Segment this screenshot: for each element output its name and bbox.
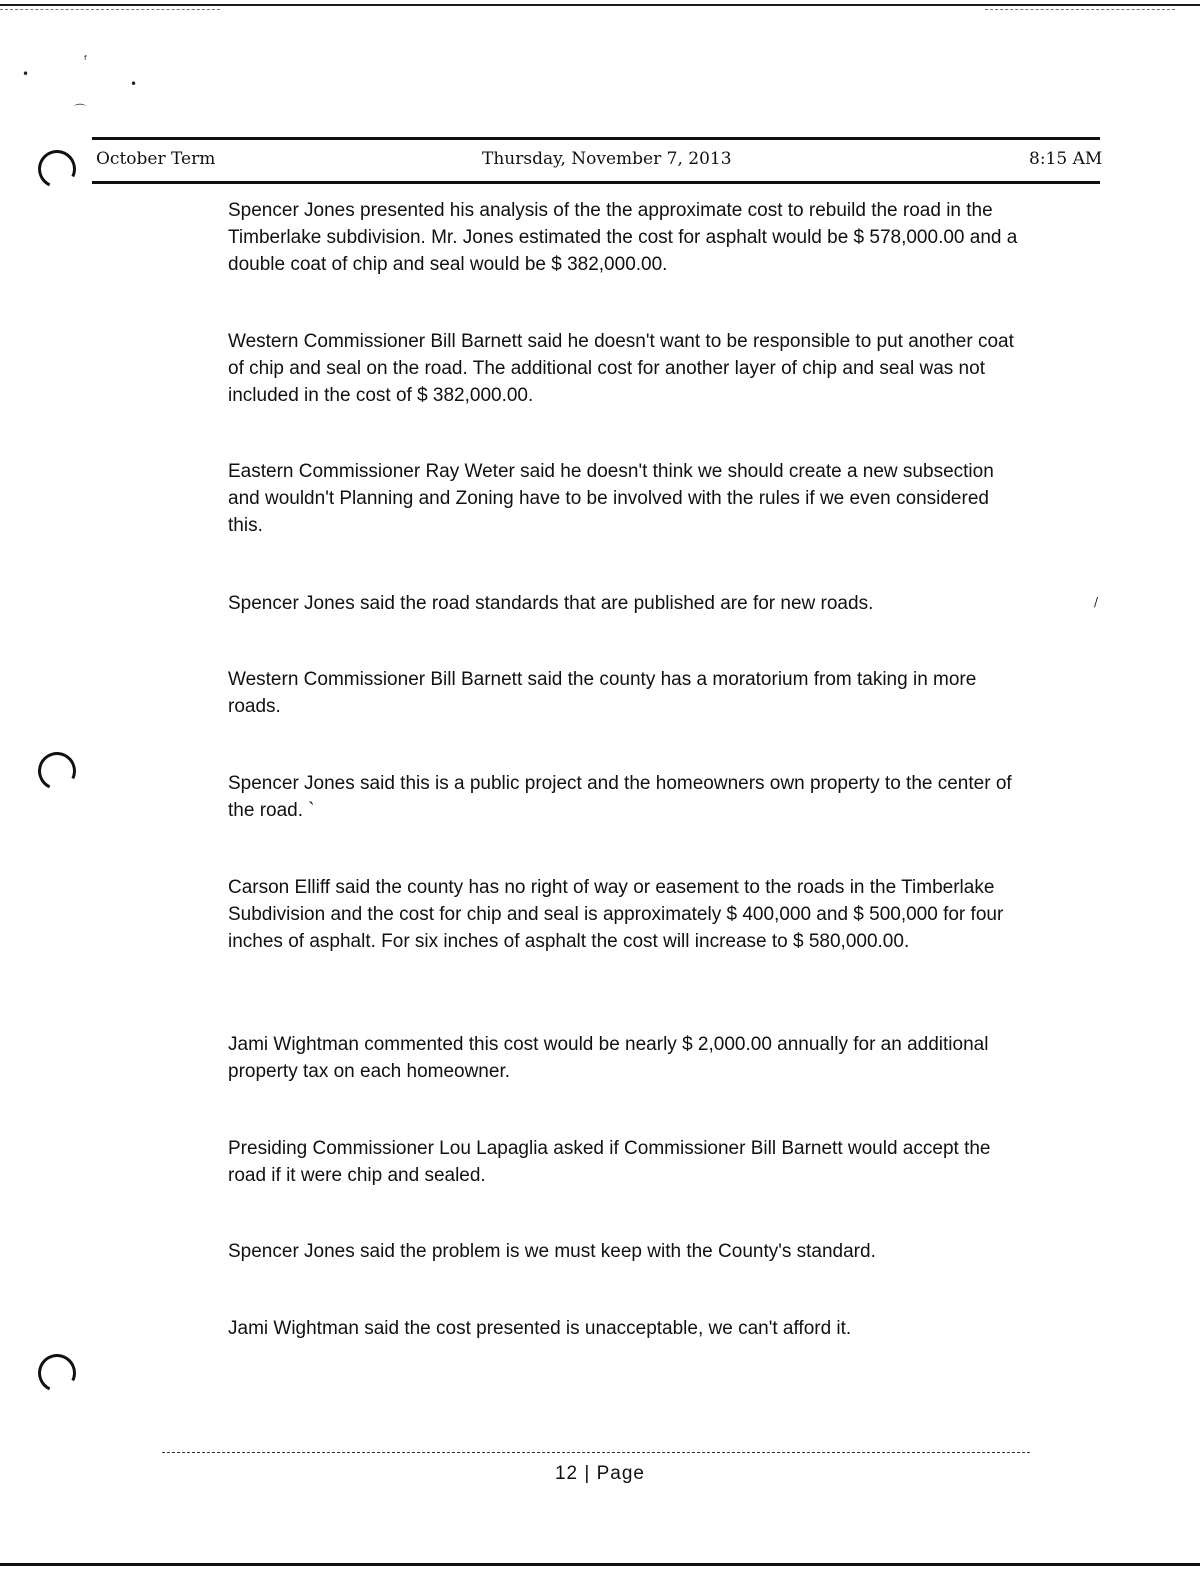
scan-speck: / [1094,595,1099,609]
scan-speck: • [22,67,30,81]
punch-hole-icon [33,747,82,796]
punch-hole-icon [33,145,82,194]
scan-edge-line-bottom [0,1563,1200,1566]
minutes-paragraph: Western Commissioner Bill Barnett said he doesn't want to be responsible to put another coat of chip and seal on the road. The additional cost for another layer of chip and seal was not included in the cost of $ 382,000.00. [228,331,1014,406]
scan-speck: ᶠ [84,53,88,67]
scan-edge-dash [985,9,1175,10]
header-rule-top [92,137,1100,140]
minutes-paragraph: Western Commissioner Bill Barnett said the county has a moratorium from taking in more roads. [228,669,977,717]
minutes-paragraph: Jami Wightman commented this cost would be nearly $ 2,000.00 annually for an additional property tax on each homeowner. [228,1034,989,1082]
header-date: Thursday, November 7, 2013 [482,149,732,169]
footer-rule [162,1452,1030,1453]
page-number: 12 | Page [554,1463,645,1484]
minutes-paragraph: Jami Wightman said the cost presented is unacceptable, we can't afford it. [228,1318,852,1339]
minutes-paragraph: Spencer Jones said the problem is we must keep with the County's standard. [228,1241,876,1262]
header-time: 8:15 AM [1029,149,1103,169]
minutes-paragraph: Eastern Commissioner Ray Weter said he doesn't think we should create a new subsection and wouldn't Planning and Zoning have to be involved with the rules if we even considered this. [228,461,994,536]
scan-edge-dash [0,9,220,10]
scan-speck: • [130,77,138,91]
scan-speck: ⌒ [74,103,87,117]
minutes-paragraph: Presiding Commissioner Lou Lapaglia asked if Commissioner Bill Barnett would accept the road if it were chip and sealed. [228,1138,991,1186]
punch-hole-icon [33,1349,82,1398]
minutes-paragraph: Carson Elliff said the county has no right of way or easement to the roads in the Timberlake Subdivision and the cost for chip and seal is approximately $ 400,000 and $ 500,000 for four inches of asphalt. For six inches of asphalt the cost will increase to $ 580,000.00. [228,877,1004,952]
scan-edge-line-top [0,4,1200,6]
header-rule-bottom [92,181,1100,184]
minutes-paragraph: Spencer Jones said this is a public project and the homeowners own property to the center of the road. ` [228,773,1012,821]
minutes-paragraph: Spencer Jones presented his analysis of the the approximate cost to rebuild the road in the Timberlake subdivision. Mr. Jones estimated the cost for asphalt would be $ 578,000.00 and a double coat of chip and seal would be $ 382,000.00. [228,200,1018,275]
minutes-paragraph: Spencer Jones said the road standards that are published are for new roads. [228,593,874,614]
header-term: October Term [96,149,216,169]
